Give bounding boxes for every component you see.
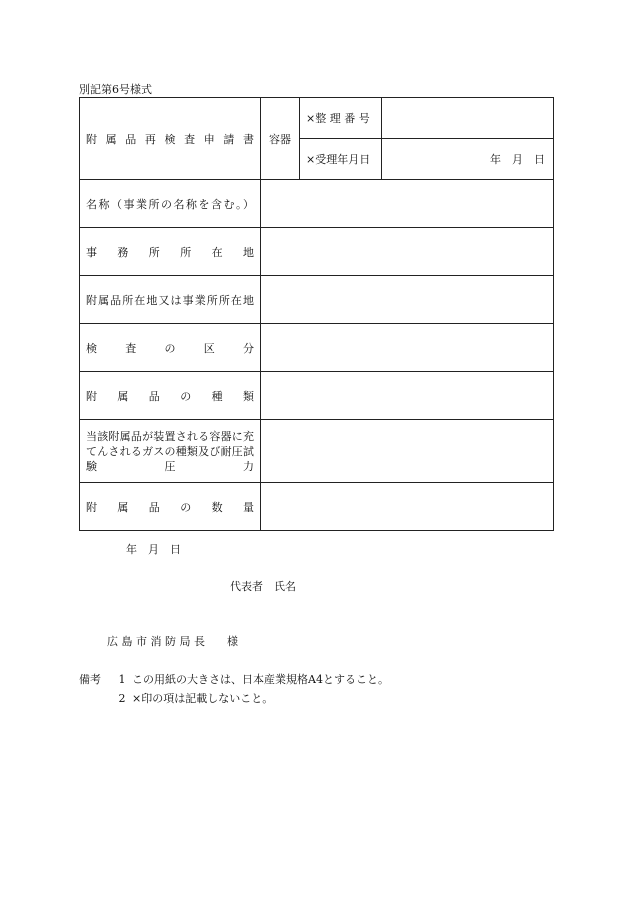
note-item (79, 670, 389, 689)
gas-type-pressure-field[interactable] (261, 420, 554, 483)
receipt-date-field[interactable]: 年 月 日 (382, 139, 554, 180)
accessory-quantity-label: 附 属 品 の 数 量 (80, 483, 261, 531)
control-number-field[interactable] (382, 98, 554, 139)
accessory-type-label: 附 属 品 の 種 類 (80, 372, 261, 420)
note-number: 2 (118, 692, 126, 705)
representative-name: 代表者 氏名 (230, 580, 296, 593)
gas-type-pressure-label: 当該附属品が装置される容器に充てんされるガスの種類及び耐圧試験圧力 (80, 420, 261, 483)
accessory-location-field[interactable] (261, 276, 554, 324)
accessory-location-label: 附属品所在地又は事業所所在地 (80, 276, 261, 324)
form-title: 附 属 品 再 検 査 申 請 書 (80, 98, 261, 180)
note-text: ×印の項は記載しないこと。 (132, 692, 274, 705)
application-date: 年 月 日 (126, 543, 181, 556)
form-number: 別記第6号様式 (79, 83, 152, 96)
notes-heading: 備考 (79, 673, 101, 686)
application-form-table (79, 97, 554, 531)
control-number-label: ×整 理 番 号 (300, 98, 382, 139)
addressee: 広 島 市 消 防 局 長 様 (107, 635, 238, 648)
receipt-date-label: ×受理年月日 (300, 139, 382, 180)
note-number: 1 (118, 673, 126, 686)
notes-section (79, 670, 389, 708)
office-address-label: 事 務 所 所 在 地 (80, 228, 261, 276)
container-label: 容器 (261, 98, 300, 180)
name-label: 名称（事業所の名称を含む。） (80, 180, 261, 228)
office-address-field[interactable] (261, 228, 554, 276)
accessory-quantity-field[interactable] (261, 483, 554, 531)
inspection-category-field[interactable] (261, 324, 554, 372)
inspection-category-label: 検 査 の 区 分 (80, 324, 261, 372)
accessory-type-field[interactable] (261, 372, 554, 420)
name-field[interactable] (261, 180, 554, 228)
note-text: この用紙の大きさは、日本産業規格A4とすること。 (132, 673, 389, 686)
note-item (79, 689, 389, 708)
